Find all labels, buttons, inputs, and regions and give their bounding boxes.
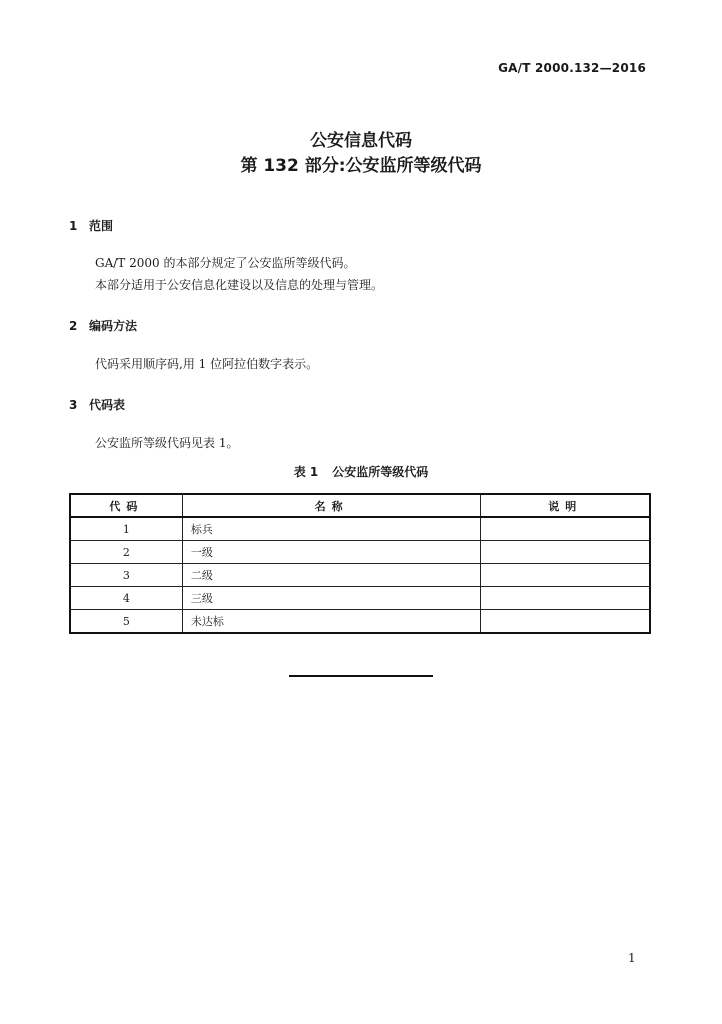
header-name: 名称 (182, 494, 481, 517)
table-row (70, 587, 650, 610)
cell-note (481, 541, 650, 564)
page-number: 1 (628, 951, 636, 965)
cell-code: 5 (70, 610, 182, 634)
document-subtitle: 第 132 部分:公安监所等级代码 (240, 156, 482, 176)
cell-name: 标兵 (182, 517, 481, 541)
cell-name: 一级 (182, 541, 481, 564)
paragraph: 本部分适用于公安信息化建设以及信息的处理与管理。 (95, 278, 384, 292)
cell-code: 4 (70, 587, 182, 610)
section-heading-coding-method (69, 317, 137, 334)
cell-note (481, 564, 650, 587)
end-of-document-line (289, 675, 433, 677)
table-caption (0, 463, 722, 480)
header-note: 说明 (481, 494, 650, 517)
paragraph: 公安监所等级代码见表 1。 (95, 436, 239, 450)
cell-name: 三级 (182, 587, 481, 610)
table-caption-title: 公安监所等级代码 (332, 465, 429, 479)
table-row (70, 564, 650, 587)
table-row (70, 610, 650, 634)
section-title: 范围 (89, 219, 114, 233)
table-row (70, 517, 650, 541)
section-number: 3 (69, 398, 78, 412)
paragraph: GA/T 2000 的本部分规定了公安监所等级代码。 (95, 256, 356, 270)
cell-note (481, 587, 650, 610)
section-title: 编码方法 (89, 319, 138, 333)
header-code: 代码 (70, 494, 182, 517)
section-heading-scope (69, 217, 113, 234)
section-title: 代码表 (89, 398, 126, 412)
cell-code: 1 (70, 517, 182, 541)
cell-code: 3 (70, 564, 182, 587)
section-heading-code-table (69, 396, 125, 413)
cell-note (481, 517, 650, 541)
code-table (69, 493, 651, 634)
paragraph: 代码采用顺序码,用 1 位阿拉伯数字表示。 (95, 357, 319, 371)
cell-note (481, 610, 650, 634)
document-title: 公安信息代码 (310, 131, 412, 151)
table-header-row (70, 494, 650, 517)
cell-name: 二级 (182, 564, 481, 587)
table-row (70, 541, 650, 564)
cell-code: 2 (70, 541, 182, 564)
section-number: 1 (69, 219, 78, 233)
section-number: 2 (69, 319, 78, 333)
table-caption-number: 表 1 (293, 465, 319, 479)
cell-name: 未达标 (182, 610, 481, 634)
standard-code: GA/T 2000.132—2016 (498, 61, 646, 75)
